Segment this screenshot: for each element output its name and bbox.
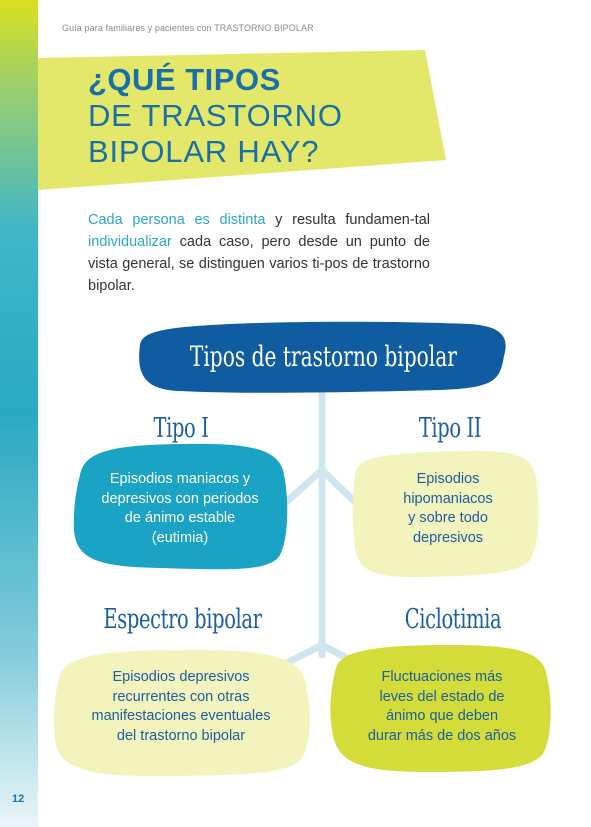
tipo-i-heading: Tipo I <box>153 413 209 444</box>
tipo-i-line-2: depresivos con periodos <box>101 490 259 507</box>
tipo-i-description <box>82 470 278 548</box>
tipo-ii-description <box>362 470 534 548</box>
ciclotimia-line-3: ánimo que deben <box>385 708 499 724</box>
ciclotimia-heading: Ciclotimia <box>404 604 502 635</box>
connector-lines <box>283 382 360 665</box>
ciclotimia-line-1: Fluctuaciones más <box>381 669 503 685</box>
intro-highlight-2: individualizar <box>88 234 172 250</box>
tipo-ii-line-1: Episodios <box>416 471 480 487</box>
espectro-bipolar-heading: Espectro bipolar <box>103 604 262 635</box>
tipo-ii-line-4: depresivos <box>412 529 484 546</box>
diagram-main-title-text: Tipos de trastorno bipolar <box>189 340 457 373</box>
espectro-bipolar-description <box>64 668 298 746</box>
intro-text-1: y resulta fundamen-tal <box>265 212 430 228</box>
ciclotimia-description <box>340 668 544 746</box>
tipo-ii-heading: Tipo II <box>418 413 482 444</box>
running-header: Guía para familiares y pacientes con TRASTORNO BIPOLAR <box>62 23 314 33</box>
intro-highlight-1: Cada persona es distinta <box>88 212 266 228</box>
intro-text-2: cada caso, pero desde un punto de vista general, se distinguen varios ti-pos de trastorno bipolar. <box>88 234 430 294</box>
ciclotimia-line-4: durar más de dos años <box>367 727 517 744</box>
espectro-line-1: Episodios depresivos <box>112 669 250 685</box>
title-line-2: DE TRASTORNO <box>88 98 343 133</box>
tipo-ii-line-3: y sobre todo <box>408 510 488 526</box>
tipo-i-line-3: de ánimo estable <box>124 510 236 526</box>
espectro-line-4: del trastorno bipolar <box>116 727 246 744</box>
tipo-i-line-1: Episodios maniacos y <box>109 471 251 487</box>
title-line-3: BIPOLAR HAY? <box>88 134 320 169</box>
tipo-ii-line-2: hipomaniacos <box>403 490 493 507</box>
diagram-main-title <box>138 340 504 373</box>
page-number: 12 <box>12 793 25 805</box>
ciclotimia-line-2: leves del estado de <box>379 688 505 705</box>
title-line-1: ¿QUÉ TIPOS <box>88 62 281 97</box>
espectro-line-3: manifestaciones eventuales <box>91 708 271 724</box>
tipo-i-line-4: (eutimia) <box>151 529 209 546</box>
espectro-line-2: recurrentes con otras <box>112 688 250 705</box>
